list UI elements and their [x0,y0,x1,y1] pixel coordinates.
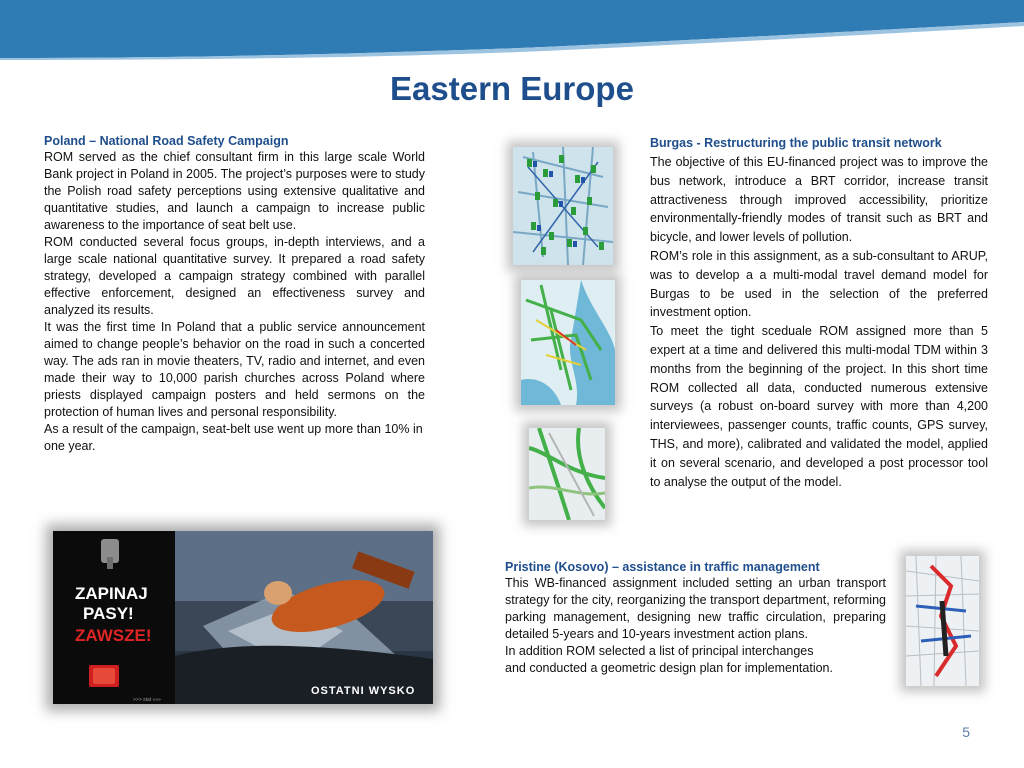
burgas-section [650,135,988,491]
header-wave-band [0,0,1024,60]
pristine-heading: Pristine (Kosovo) – assistance in traffic management [505,560,820,574]
poster-text-line1: ZAPINAJ [75,584,148,603]
poster-caption: OSTATNI WYSKO [311,685,416,697]
seatbelt-campaign-poster [53,531,433,704]
burgas-heading: Burgas - Restructuring the public transit network [650,136,942,150]
pristine-map-thumbnail [906,556,979,686]
poland-heading: Poland – National Road Safety Campaign [44,134,289,148]
pristine-section [505,559,886,677]
poland-paragraph-1: ROM served as the chief consultant firm in this large scale World Bank project in Poland in 2005. The project’s purposes were to study the Polish road safety perceptions using extensive qualitative and quantitative studies, and launch a campaign to increase public awareness to the importance of seat belt use. [44,150,425,232]
poland-section [44,133,425,455]
poland-paragraph-2: ROM conducted several focus groups, in-depth interviews, and a large scale national quantitative survey. It prepared a road safety strategy, developed a campaign strategy combined with parallel effective enforcement, designed an effectiveness survey and analyzed its results. [44,235,425,317]
burgas-paragraph-1: The objective of this EU-financed project was to improve the bus network, introduce a BRT corridor, increase transit attractiveness through improved accessibility, prioritize environmentally-friendly modes of transit such as BRT and bicycle, and lower levels of pollution. [650,155,988,245]
burgas-paragraph-3: To meet the tight sceduale ROM assigned more than 5 expert at a time and delivered this multi-modal TDM within 3 months from the beginning of the project. In this short time ROM collected all data, conducted numerous extensive surveys (a robust on-board survey with more than 4,200 interviewees, passenger counts, traffic counts, GPS survey, THS, and more), calibrated and validated the model, applied it on several scenario, and developed a post processor tool to analyse the output of the model. [650,324,988,489]
burgas-paragraph-2: ROM’s role in this assignment, as a sub-consultant to ARUP, was to develop a a multi-modal travel demand model for Burgas to be used in the selection of the preferred investment option. [650,248,988,320]
burgas-map-thumbnail-1 [513,147,613,265]
poland-paragraph-3: It was the first time In Poland that a public service announcement aimed to change people’s behavior on the road in such a concerted way. The ads ran in movie theaters, TV, radio and internet, and even made their way to 10,000 parish churches across Poland where priests displayed campaign posters and held sermons on the protection of human lives and personal responsibility. [44,320,425,419]
poster-text-line2: PASY! [83,604,134,623]
pristine-paragraph-3: and conducted a geometric design plan for implementation. [505,661,833,675]
poster-artwork [53,531,433,704]
pristine-paragraph-1: This WB-financed assignment included setting an urban transport strategy for the city, reorganizing the transport department, reforming parking management, designing new traffic circulation, preparing detailed 5-years and 10-years investment action plans. [505,576,886,641]
burgas-map-thumbnail-3 [529,428,605,520]
slide-title: Eastern Europe [390,70,634,107]
pristine-paragraph-2: In addition ROM selected a list of principal interchanges [505,644,814,658]
burgas-map-thumbnail-2 [521,280,615,405]
poster-small-text: >>> stat »»» [133,697,161,703]
poland-paragraph-4: As a result of the campaign, seat-belt use went up more than 10% in one year. [44,422,423,453]
poster-text-line3: ZAWSZE! [75,626,152,645]
page-number: 5 [962,724,970,740]
